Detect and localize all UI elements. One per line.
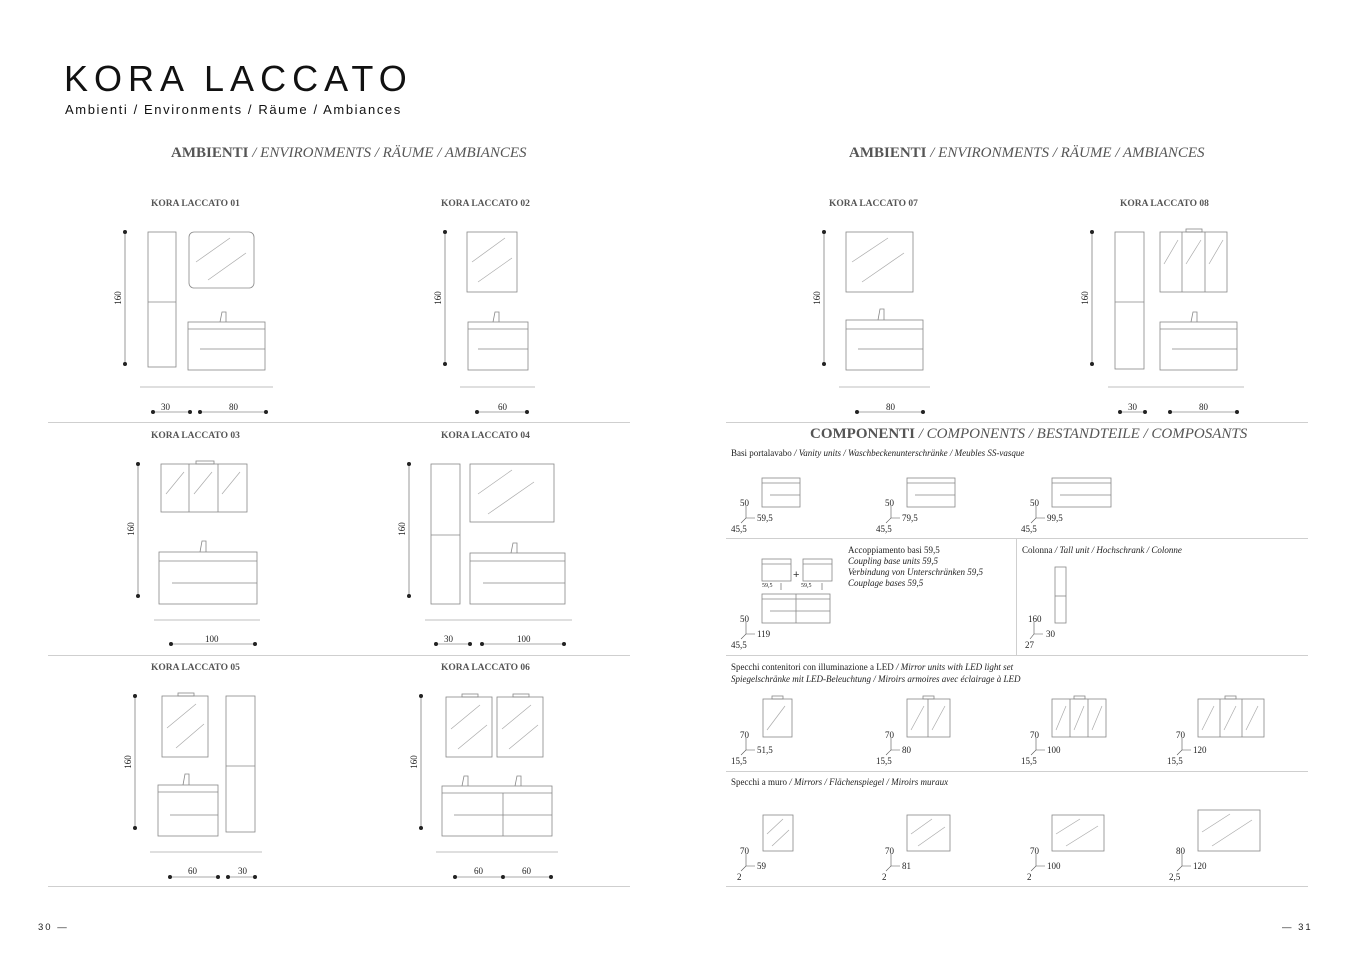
mirror-3-h: 70 — [1030, 846, 1039, 856]
mirror-unit-4-d: 15,5 — [1167, 756, 1183, 766]
ambient-06-width-2: 60 — [522, 866, 531, 876]
mirror-4-d: 2,5 — [1169, 872, 1181, 882]
column-w: 30 — [1046, 629, 1055, 639]
coupling-h: 50 — [740, 614, 749, 624]
ambient-06-height: 160 — [408, 755, 419, 769]
mirror-1-h: 70 — [740, 846, 749, 856]
ambient-07-width-1: 80 — [886, 402, 895, 412]
ambient-05-width-2: 30 — [238, 866, 247, 876]
column-d: 27 — [1025, 640, 1034, 650]
left-page-number: 30 — — [38, 922, 69, 933]
ambient-08-width-1: 30 — [1128, 402, 1137, 412]
vanity-2-d: 45,5 — [876, 524, 892, 534]
coupling-sub-1: 59,5 — [762, 583, 773, 589]
ambient-02-label: KORA LACCATO 02 — [441, 199, 530, 209]
ambient-07-label: KORA LACCATO 07 — [829, 199, 918, 209]
column-h: 160 — [1028, 614, 1042, 624]
ambient-03-height: 160 — [125, 522, 136, 536]
ambient-06-label: KORA LACCATO 06 — [441, 663, 530, 673]
mirror-unit-2-w: 80 — [902, 745, 911, 755]
mirror-2-w: 81 — [902, 861, 911, 871]
vanity-2-h: 50 — [885, 498, 894, 508]
vanity-1-d: 45,5 — [731, 524, 747, 534]
coupling-line-1: Accoppiamento basi 59,5 — [848, 545, 940, 555]
right-heading-bold: AMBIENTI — [849, 145, 927, 161]
vanity-title-text: Basi portalavabo — [731, 448, 792, 458]
mirror-unit-3-h: 70 — [1030, 730, 1039, 740]
coupling-line-2: Coupling base units 59,5 — [848, 556, 939, 566]
ambient-04-height: 160 — [396, 522, 407, 536]
ambient-06-width-1: 60 — [474, 866, 483, 876]
mirror-unit-2-d: 15,5 — [876, 756, 892, 766]
ambient-05-height: 160 — [122, 755, 133, 769]
ambient-01-label: KORA LACCATO 01 — [151, 199, 240, 209]
mirror-4-w: 120 — [1193, 861, 1207, 871]
ambient-01-height: 160 — [112, 291, 123, 305]
right-heading-rest: / ENVIRONMENTS / RÄUME / AMBIANCES — [926, 145, 1205, 161]
mirror-unit-3-d: 15,5 — [1021, 756, 1037, 766]
ambient-08-label: KORA LACCATO 08 — [1120, 199, 1209, 209]
ambient-04-width-2: 100 — [517, 634, 531, 644]
mirror-unit-4-w: 120 — [1193, 745, 1207, 755]
ambient-08-height: 160 — [1079, 291, 1090, 305]
mirror-unit-1-w: 51,5 — [757, 745, 773, 755]
brand-subtitle: Ambienti / Environments / Räume / Ambiances — [65, 102, 402, 117]
mirror-units-title-a: Specchi contenitori con illuminazione a LED — [731, 662, 894, 672]
ambient-02-height: 160 — [432, 291, 443, 305]
ambient-02-width-1: 60 — [498, 402, 507, 412]
vanity-1-w: 59,5 — [757, 513, 773, 523]
ambient-08-width-2: 80 — [1199, 402, 1208, 412]
mirror-2-d: 2 — [882, 872, 887, 882]
mirror-4-h: 80 — [1176, 846, 1185, 856]
coupling-d: 45,5 — [731, 640, 747, 650]
mirror-1-d: 2 — [737, 872, 742, 882]
vanity-title-italic: / Vanity units / Waschbeckenunterschränke / Meubles SS-vasque — [791, 448, 1025, 458]
mirror-unit-4-h: 70 — [1176, 730, 1185, 740]
coupling-sub-2: 59,5 — [801, 583, 812, 589]
column-title-italic: / Tall unit / Hochschrank / Colonne — [1052, 545, 1182, 555]
vanity-3-d: 45,5 — [1021, 524, 1037, 534]
coupling-w: 119 — [757, 629, 771, 639]
mirrors-title-italic: / Mirrors / Flächenspiegel / Miroirs muraux — [786, 777, 949, 787]
vanity-3-h: 50 — [1030, 498, 1039, 508]
mirror-unit-1-d: 15,5 — [731, 756, 747, 766]
vanity-3-w: 99,5 — [1047, 513, 1063, 523]
column-title-text: Colonna — [1022, 545, 1053, 555]
coupling-line-3: Verbindung von Unterschränken 59,5 — [848, 567, 983, 577]
ambient-05-width-1: 60 — [188, 866, 197, 876]
ambient-04-label: KORA LACCATO 04 — [441, 431, 530, 441]
vanity-2-w: 79,5 — [902, 513, 918, 523]
mirror-3-w: 100 — [1047, 861, 1061, 871]
left-heading-rest: / ENVIRONMENTS / RÄUME / AMBIANCES — [248, 145, 527, 161]
ambient-04-width-1: 30 — [444, 634, 453, 644]
left-heading-bold: AMBIENTI — [171, 145, 249, 161]
mirror-unit-1-h: 70 — [740, 730, 749, 740]
mirror-2-h: 70 — [885, 846, 894, 856]
mirror-units-title-b: Spiegelschränke mit LED-Beleuchtung / Miroirs armoires avec éclairage à LED — [731, 674, 1021, 684]
ambient-05-label: KORA LACCATO 05 — [151, 663, 240, 673]
ambient-01-width-2: 80 — [229, 402, 238, 412]
right-page-number: — 31 — [1282, 922, 1313, 933]
coupling-line-4: Couplage bases 59,5 — [848, 578, 924, 588]
ambient-01-width-1: 30 — [161, 402, 170, 412]
mirror-unit-2-h: 70 — [885, 730, 894, 740]
vanity-1-h: 50 — [740, 498, 749, 508]
mirror-1-w: 59 — [757, 861, 766, 871]
ambient-07-height: 160 — [811, 291, 822, 305]
mirror-3-d: 2 — [1027, 872, 1032, 882]
components-heading-bold: COMPONENTI — [810, 426, 915, 442]
mirror-unit-3-w: 100 — [1047, 745, 1061, 755]
mirrors-title-text: Specchi a muro — [731, 777, 787, 787]
ambient-03-width-1: 100 — [205, 634, 219, 644]
ambient-03-label: KORA LACCATO 03 — [151, 431, 240, 441]
components-heading-rest: / COMPONENTS / BESTANDTEILE / COMPOSANTS — [915, 426, 1248, 442]
svg-text:+: + — [793, 569, 800, 581]
mirror-units-title-a-italic: / Mirror units with LED light set — [893, 662, 1014, 672]
brand-title: KORA LACCATO — [64, 58, 413, 99]
